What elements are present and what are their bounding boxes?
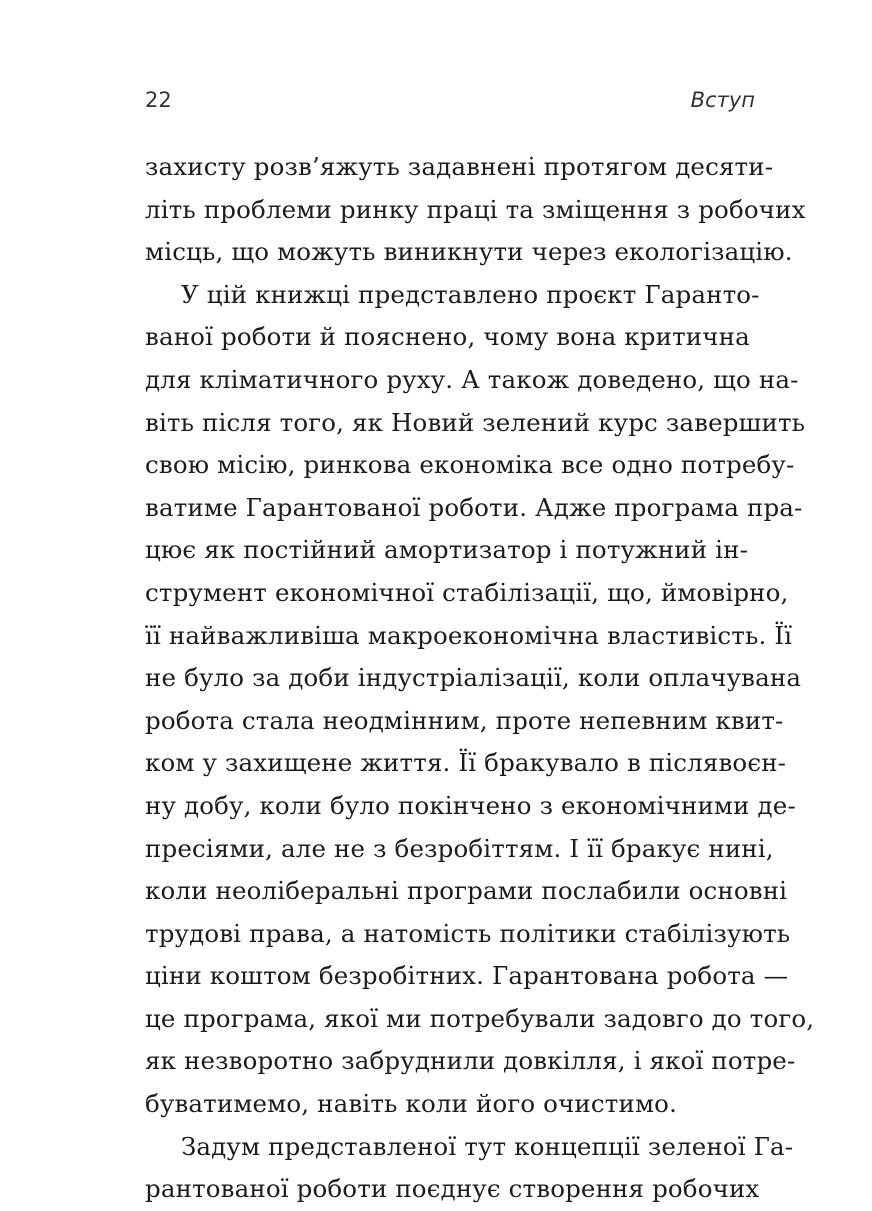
text-line: не було за доби індустріалізації, коли оплачувана — [145, 663, 802, 693]
text-line: ваної роботи й пояснено, чому вона критична — [145, 322, 750, 352]
paragraph-2 — [145, 274, 815, 1126]
text-line: віть після того, як Новий зелений курс завершить — [145, 407, 806, 437]
text-line: ватиме Гарантованої роботи. Адже програма пра- — [145, 492, 803, 522]
text-line: її найважливіша макроекономічна властивість. Її — [145, 620, 793, 650]
text-line: Задум представленої тут концепції зеленої Га- — [181, 1131, 794, 1161]
text-line: У цій книжці представлено проєкт Гаранто- — [181, 279, 760, 309]
text-line: трудові права, а натомість політики стабілізують — [145, 918, 791, 948]
running-head: Вступ — [690, 88, 755, 112]
text-line: струмент економічної стабілізації, що, ймовірно, — [145, 577, 789, 607]
text-line: ком у захищене життя. Її бракувало в післявоєн- — [145, 748, 787, 778]
paragraph-1 — [145, 146, 806, 274]
text-line: захисту розв’яжуть задавнені протягом десяти- — [145, 152, 774, 181]
text-line: рантованої роботи поєднує створення робочих — [145, 1174, 760, 1204]
body-text — [145, 146, 815, 1211]
page-header — [145, 88, 755, 122]
paragraph-3 — [145, 1126, 794, 1211]
text-line: як незворотно забруднили довкілля, і якої потре- — [145, 1046, 796, 1076]
text-line: свою місію, ринкова економіка все одно потребу- — [145, 450, 795, 480]
text-line: для кліматичного руху. А також доведено, що на- — [145, 364, 799, 394]
text-line: пресіями, але не з безробіттям. І її бракує нині, — [145, 833, 774, 863]
text-line: цює як постійний амортизатор і потужний ін- — [145, 535, 749, 565]
text-line: буватимемо, навіть коли його очистимо. — [145, 1089, 678, 1119]
text-line: коли неоліберальні програми послабили основні — [145, 876, 788, 906]
page-number: 22 — [145, 88, 172, 112]
text-line: місць, що можуть виникнути через екологізацію. — [145, 237, 793, 267]
text-line: літь проблеми ринку праці та зміщення з робочих — [145, 194, 806, 224]
text-line: це програма, якої ми потребували задовго до того, — [145, 1003, 815, 1033]
text-line: ну добу, коли було покінчено з економічними де- — [145, 790, 796, 820]
text-line: ціни коштом безробітних. Гарантована робота — — [145, 961, 789, 991]
text-line: робота стала неодмінним, проте непевним квит- — [145, 705, 784, 735]
